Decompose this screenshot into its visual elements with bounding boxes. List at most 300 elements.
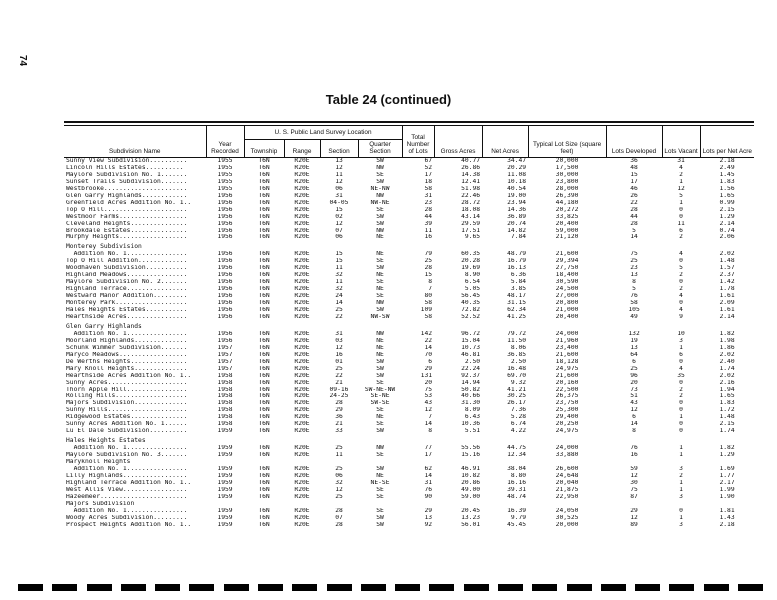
registration-mark: [18, 584, 43, 591]
table-cell: 12: [335, 486, 343, 493]
table-cell: 14: [630, 234, 638, 241]
table-cell: [284, 321, 320, 331]
table-cell: T6N: [258, 493, 270, 500]
table-cell: 18: [424, 178, 433, 185]
table-cell: 24-25: [329, 393, 349, 400]
table-cell: 33: [335, 428, 343, 435]
table-cell: 48.17: [507, 293, 527, 300]
table-cell: 1959: [217, 486, 233, 493]
table-cell: 46.81: [461, 351, 481, 358]
table-cell: R20E: [294, 428, 310, 435]
table-cell: 36.89: [507, 213, 527, 220]
table-cell: T6N: [258, 421, 270, 428]
table-cell: NE: [376, 286, 384, 293]
table-cell: T6N: [258, 272, 270, 279]
table-cell: 0: [679, 300, 683, 307]
table-cell: 24,050: [555, 507, 579, 514]
table-cell: 15.16: [461, 452, 481, 459]
table-cell: [434, 459, 482, 466]
table-row: [64, 165, 754, 172]
table-cell: T6N: [258, 386, 270, 393]
table-cell: 0.74: [719, 227, 735, 234]
table-cell: [700, 501, 754, 508]
table-cell: 11: [677, 220, 685, 227]
table-cell: 12: [335, 220, 343, 227]
table-cell: [320, 501, 358, 508]
registration-mark: [395, 584, 420, 591]
table-cell: 0: [679, 379, 683, 386]
table-cell: [482, 241, 528, 251]
table-row: [64, 359, 754, 366]
table-cell: 79.72: [507, 330, 527, 337]
table-cell: R20E: [294, 400, 310, 407]
table-cell: 1.48: [719, 414, 735, 421]
table-cell: R20E: [294, 372, 310, 379]
table-row: [64, 200, 754, 207]
table-cell: 75: [630, 486, 638, 493]
table-cell: 24,975: [555, 365, 579, 372]
table-cell: SE: [376, 379, 384, 386]
table-cell: 21,600: [555, 372, 579, 379]
table-row: [64, 452, 754, 459]
table-cell: 51: [630, 393, 638, 400]
table-row: [64, 487, 754, 494]
table-cell: 1: [679, 479, 683, 486]
table-cell: NE: [376, 351, 384, 358]
table-cell: 25: [630, 365, 638, 372]
table-cell: Murphy Heights..................: [66, 234, 188, 241]
table-cell: 4: [679, 293, 683, 300]
table-cell: T6N: [258, 157, 270, 164]
table-cell: [206, 459, 244, 466]
table-cell: T6N: [258, 313, 270, 320]
table-cell: 41.25: [507, 313, 527, 320]
table-cell: 1956: [217, 251, 233, 258]
table-cell: Sunset Trails Subdivision.......: [66, 178, 188, 185]
table-cell: 1956: [217, 199, 233, 206]
table-cell: T6N: [258, 465, 270, 472]
table-cell: 109: [420, 307, 433, 314]
table-cell: 132: [628, 330, 640, 337]
table-cell: 31: [335, 192, 343, 199]
table-cell: R20E: [294, 178, 310, 185]
table-cell: NW: [376, 227, 384, 234]
table-cell: T6N: [258, 220, 270, 227]
table-row: [64, 366, 754, 373]
table-cell: 43: [630, 400, 638, 407]
table-cell: 2: [679, 171, 683, 178]
table-cell: 8.06: [510, 344, 527, 351]
table-cell: 1.42: [719, 279, 735, 286]
table-cell: R20E: [294, 330, 310, 337]
table-cell: 6: [632, 358, 636, 365]
table-cell: NW: [376, 330, 384, 337]
table-cell: 9: [679, 313, 683, 320]
table-cell: 22: [630, 199, 638, 206]
table-cell: 30.25: [507, 393, 527, 400]
table-cell: [402, 435, 434, 445]
table-cell: R20E: [294, 272, 310, 279]
table-cell: 73: [630, 386, 638, 393]
table-cell: Lincoln Hills Estates..........: [66, 164, 184, 171]
col-lots-developed: Lots Developed: [606, 126, 662, 158]
table-cell: 1958: [217, 400, 233, 407]
table-cell: 14: [424, 472, 433, 479]
registration-mark: [704, 584, 729, 591]
table-cell: 22: [335, 313, 343, 320]
table-cell: 40.54: [507, 185, 527, 192]
table-cell: [358, 435, 402, 445]
table-cell: 36: [335, 414, 343, 421]
table-cell: 1957: [217, 351, 233, 358]
table-row: [64, 307, 754, 314]
table-cell: 7.84: [510, 234, 527, 241]
table-cell: Woodhaven Subdivision...........: [66, 265, 188, 272]
table-cell: 11: [335, 265, 343, 272]
table-cell: 28: [424, 206, 433, 213]
table-cell: T6N: [258, 365, 270, 372]
table-cell: 5.84: [510, 279, 527, 286]
table-cell: 9.32: [510, 379, 527, 386]
table-cell: NE: [376, 344, 384, 351]
table-cell: 24,000: [555, 445, 579, 452]
table-row: [64, 300, 754, 307]
table-cell: R20E: [294, 365, 310, 372]
table-cell: 28: [630, 206, 638, 213]
table-row: [64, 400, 754, 407]
table-cell: Sunny Hills.....................: [66, 407, 188, 414]
table-cell: 11.50: [507, 337, 527, 344]
table-cell: 2.14: [719, 220, 735, 227]
table-cell: 8: [428, 279, 433, 286]
table-cell: T6N: [258, 445, 270, 452]
table-cell: T6N: [258, 414, 270, 421]
table-cell: 1958: [217, 407, 233, 414]
table-cell: 28: [335, 400, 343, 407]
table-cell: R20E: [294, 521, 310, 528]
table-cell: SW: [376, 372, 384, 379]
table-row: [64, 172, 754, 179]
table-cell: R20E: [294, 337, 310, 344]
table-cell: 06: [335, 234, 343, 241]
table-cell: R20E: [294, 213, 310, 220]
table-cell: T6N: [258, 393, 270, 400]
table-cell: 26,600: [555, 465, 579, 472]
table-cell: 20,800: [555, 300, 579, 307]
table-cell: R20E: [294, 351, 310, 358]
table-cell: 20.29: [507, 164, 527, 171]
table-cell: 2.17: [719, 479, 735, 486]
top-rule-thick: [64, 121, 754, 123]
table-cell: 1955: [217, 164, 233, 171]
table-cell: Brookdale Estates...............: [66, 227, 188, 234]
table-cell: [528, 459, 606, 466]
table-cell: 15: [630, 171, 638, 178]
table-cell: [700, 435, 754, 445]
table-row: [64, 445, 754, 452]
table-cell: 2: [679, 234, 683, 241]
table-cell: T6N: [258, 279, 270, 286]
table-cell: 10.82: [461, 472, 481, 479]
table-cell: De Werths Heights...............: [66, 358, 188, 365]
table-cell: 01: [335, 358, 343, 365]
table-cell: SE: [376, 421, 384, 428]
table-cell: SE: [376, 407, 384, 414]
table-cell: 1.98: [719, 337, 735, 344]
table-cell: 15: [335, 258, 343, 265]
table-cell: [528, 501, 606, 508]
table-cell: R20E: [294, 286, 310, 293]
col-section: Section: [320, 140, 358, 158]
table-cell: 0.99: [719, 199, 735, 206]
table-cell: 3: [679, 337, 683, 344]
table-row: [64, 508, 754, 515]
table-cell: 55.56: [461, 445, 481, 452]
table-cell: 5: [679, 265, 683, 272]
table-cell: 41.21: [507, 386, 527, 393]
table-cell: 15: [335, 251, 343, 258]
table-row: [64, 207, 754, 214]
table-cell: 22: [335, 372, 343, 379]
table-cell: [700, 459, 754, 466]
table-cell: 50.82: [461, 386, 481, 393]
registration-mark: [121, 584, 146, 591]
table-cell: 6: [428, 358, 433, 365]
table-cell: 1: [679, 414, 683, 421]
table-cell: 2.16: [719, 379, 735, 386]
page-number: 74: [17, 55, 28, 67]
table-cell: Addition No. 1................: [66, 465, 188, 472]
table-cell: 33,880: [555, 452, 579, 459]
table-cell: 0: [679, 213, 683, 220]
table-cell: 20,160: [555, 379, 579, 386]
table-cell: 21,120: [555, 234, 579, 241]
table-cell: 56.01: [461, 521, 481, 528]
table-cell: [662, 501, 700, 508]
table-cell: 10.73: [461, 344, 481, 351]
table-cell: 14: [424, 344, 433, 351]
table-cell: R20E: [294, 445, 310, 452]
table-cell: [482, 459, 528, 466]
table-row: [64, 286, 754, 293]
table-cell: [244, 501, 284, 508]
table-cell: Sunny Acres.....................: [66, 379, 188, 386]
table-row: [64, 265, 754, 272]
table-cell: 27,000: [555, 293, 579, 300]
table-cell: 25,300: [555, 407, 579, 414]
table-cell: Woody Acres Subdivision.........: [66, 514, 188, 521]
table-cell: Monterey Park...................: [66, 300, 188, 307]
table-row: [64, 321, 754, 331]
table-cell: 29: [630, 507, 638, 514]
table-cell: 33,825: [555, 213, 579, 220]
table-cell: NE: [376, 472, 384, 479]
table-cell: 20,000: [555, 157, 579, 164]
table-row: [64, 494, 754, 501]
table-cell: [284, 241, 320, 251]
table-row: [64, 522, 754, 529]
table-cell: 09-16: [329, 386, 349, 393]
table-cell: 22,500: [555, 386, 579, 393]
table-cell: 1957: [217, 365, 233, 372]
table-cell: 8.09: [464, 407, 481, 414]
table-cell: 1.90: [719, 493, 735, 500]
table-cell: R20E: [294, 386, 310, 393]
table-cell: [662, 459, 700, 466]
table-cell: 44: [630, 213, 638, 220]
data-table-container: [64, 121, 754, 529]
table-cell: 21,600: [555, 351, 579, 358]
col-gross-acres: Gross Acres: [434, 126, 482, 158]
table-cell: 2: [679, 272, 683, 279]
table-cell: 12: [677, 185, 685, 192]
table-cell: R20E: [294, 414, 310, 421]
table-cell: 1955: [217, 171, 233, 178]
table-cell: R20E: [294, 251, 310, 258]
table-cell: T6N: [258, 206, 270, 213]
table-cell: 0: [679, 507, 683, 514]
table-cell: Rolling Hills...................: [66, 393, 188, 400]
table-row: [64, 258, 754, 265]
table-cell: R20E: [294, 479, 310, 486]
table-cell: 13: [630, 272, 638, 279]
registration-mark: [635, 584, 660, 591]
table-cell: [606, 459, 662, 466]
table-cell: 1956: [217, 313, 233, 320]
table-cell: Hazeemeer.......................: [66, 493, 188, 500]
table-cell: 5: [632, 286, 636, 293]
table-cell: 80: [424, 293, 433, 300]
table-cell: 21: [335, 421, 343, 428]
table-cell: 30,525: [555, 514, 579, 521]
table-cell: 14: [335, 300, 343, 307]
table-cell: 11: [335, 452, 343, 459]
table-cell: 39: [424, 220, 433, 227]
col-range: Range: [284, 140, 320, 158]
table-cell: 21,875: [555, 486, 579, 493]
table-cell: 1959: [217, 472, 233, 479]
table-cell: 1: [679, 199, 683, 206]
table-cell: 03: [335, 337, 343, 344]
table-cell: 06: [335, 472, 343, 479]
table-cell: [606, 501, 662, 508]
table-cell: 72.82: [461, 307, 481, 314]
table-cell: NE: [376, 234, 384, 241]
table-cell: 1955: [217, 178, 233, 185]
table-cell: 21,600: [555, 251, 579, 258]
table-cell: 1.57: [719, 265, 735, 272]
table-cell: Highland Meadows................: [66, 272, 188, 279]
table-cell: [358, 459, 402, 466]
table-cell: [402, 321, 434, 331]
table-cell: T6N: [258, 227, 270, 234]
table-cell: 26,390: [555, 192, 579, 199]
table-cell: 1956: [217, 293, 233, 300]
table-cell: 58: [424, 300, 433, 307]
table-cell: 1.69: [719, 465, 735, 472]
table-cell: 1955: [217, 157, 233, 164]
table-cell: 1958: [217, 386, 233, 393]
table-cell: 79: [424, 251, 433, 258]
table-cell: 8: [632, 428, 636, 435]
table-cell: [206, 501, 244, 508]
table-cell: 64: [630, 351, 638, 358]
table-cell: 28: [335, 507, 343, 514]
table-cell: 1959: [217, 507, 233, 514]
table-cell: 48: [630, 164, 638, 171]
table-cell: SE: [376, 486, 384, 493]
table-cell: SE: [376, 171, 384, 178]
table-cell: 58: [424, 185, 433, 192]
table-cell: 26,375: [555, 393, 579, 400]
table-cell: 2.18: [719, 521, 735, 528]
table-cell: [244, 241, 284, 251]
table-cell: 1956: [217, 286, 233, 293]
table-cell: 23: [630, 265, 638, 272]
table-title: Table 24 (continued): [325, 92, 452, 107]
table-cell: Highland Terrace................: [66, 286, 188, 293]
table-cell: 2.02: [719, 372, 735, 379]
table-cell: R20E: [294, 514, 310, 521]
table-cell: 5.51: [464, 428, 481, 435]
table-cell: [402, 241, 434, 251]
table-cell: 25: [424, 258, 433, 265]
table-cell: 25: [335, 465, 343, 472]
table-cell: Prospect Heights Addition No. 1..: [66, 521, 192, 528]
table-cell: SE: [376, 507, 384, 514]
table-cell: SW: [376, 307, 384, 314]
table-cell: 87: [630, 493, 638, 500]
table-cell: T6N: [258, 164, 270, 171]
table-row: [64, 214, 754, 221]
table-cell: Majors Subdivision: [66, 500, 135, 507]
table-cell: 48.79: [507, 251, 527, 258]
table-row: [64, 459, 754, 466]
table-cell: 25: [335, 365, 343, 372]
table-cell: 89: [630, 521, 638, 528]
table-cell: 1.82: [719, 330, 735, 337]
table-cell: 1.82: [719, 445, 735, 452]
table-cell: 6.36: [510, 272, 527, 279]
table-cell: 38.04: [507, 465, 527, 472]
table-cell: SW: [376, 365, 384, 372]
table-cell: NE: [376, 337, 384, 344]
table-cell: Maylore Subdivision No. 1.......: [66, 171, 188, 178]
table-cell: 1956: [217, 258, 233, 265]
table-cell: 12.34: [507, 452, 527, 459]
table-cell: 1956: [217, 234, 233, 241]
table-cell: 1959: [217, 445, 233, 452]
registration-mark: [52, 584, 77, 591]
table-cell: 27,750: [555, 265, 579, 272]
table-cell: 1956: [217, 206, 233, 213]
table-cell: T6N: [258, 337, 270, 344]
table-cell: SW: [376, 358, 384, 365]
table-cell: 12: [630, 472, 638, 479]
table-cell: 1: [679, 486, 683, 493]
table-cell: 1959: [217, 465, 233, 472]
col-group-plss: U. S. Public Land Survey Location: [244, 126, 402, 140]
table-cell: 1.61: [719, 293, 735, 300]
table-cell: 1958: [217, 393, 233, 400]
table-cell: 24,648: [555, 472, 579, 479]
table-row: [64, 221, 754, 228]
table-cell: 1.78: [719, 286, 735, 293]
table-cell: Westmoor Farms..................: [66, 213, 188, 220]
table-cell: 1.74: [719, 365, 735, 372]
table-cell: R20E: [294, 507, 310, 514]
table-cell: 17: [424, 171, 433, 178]
